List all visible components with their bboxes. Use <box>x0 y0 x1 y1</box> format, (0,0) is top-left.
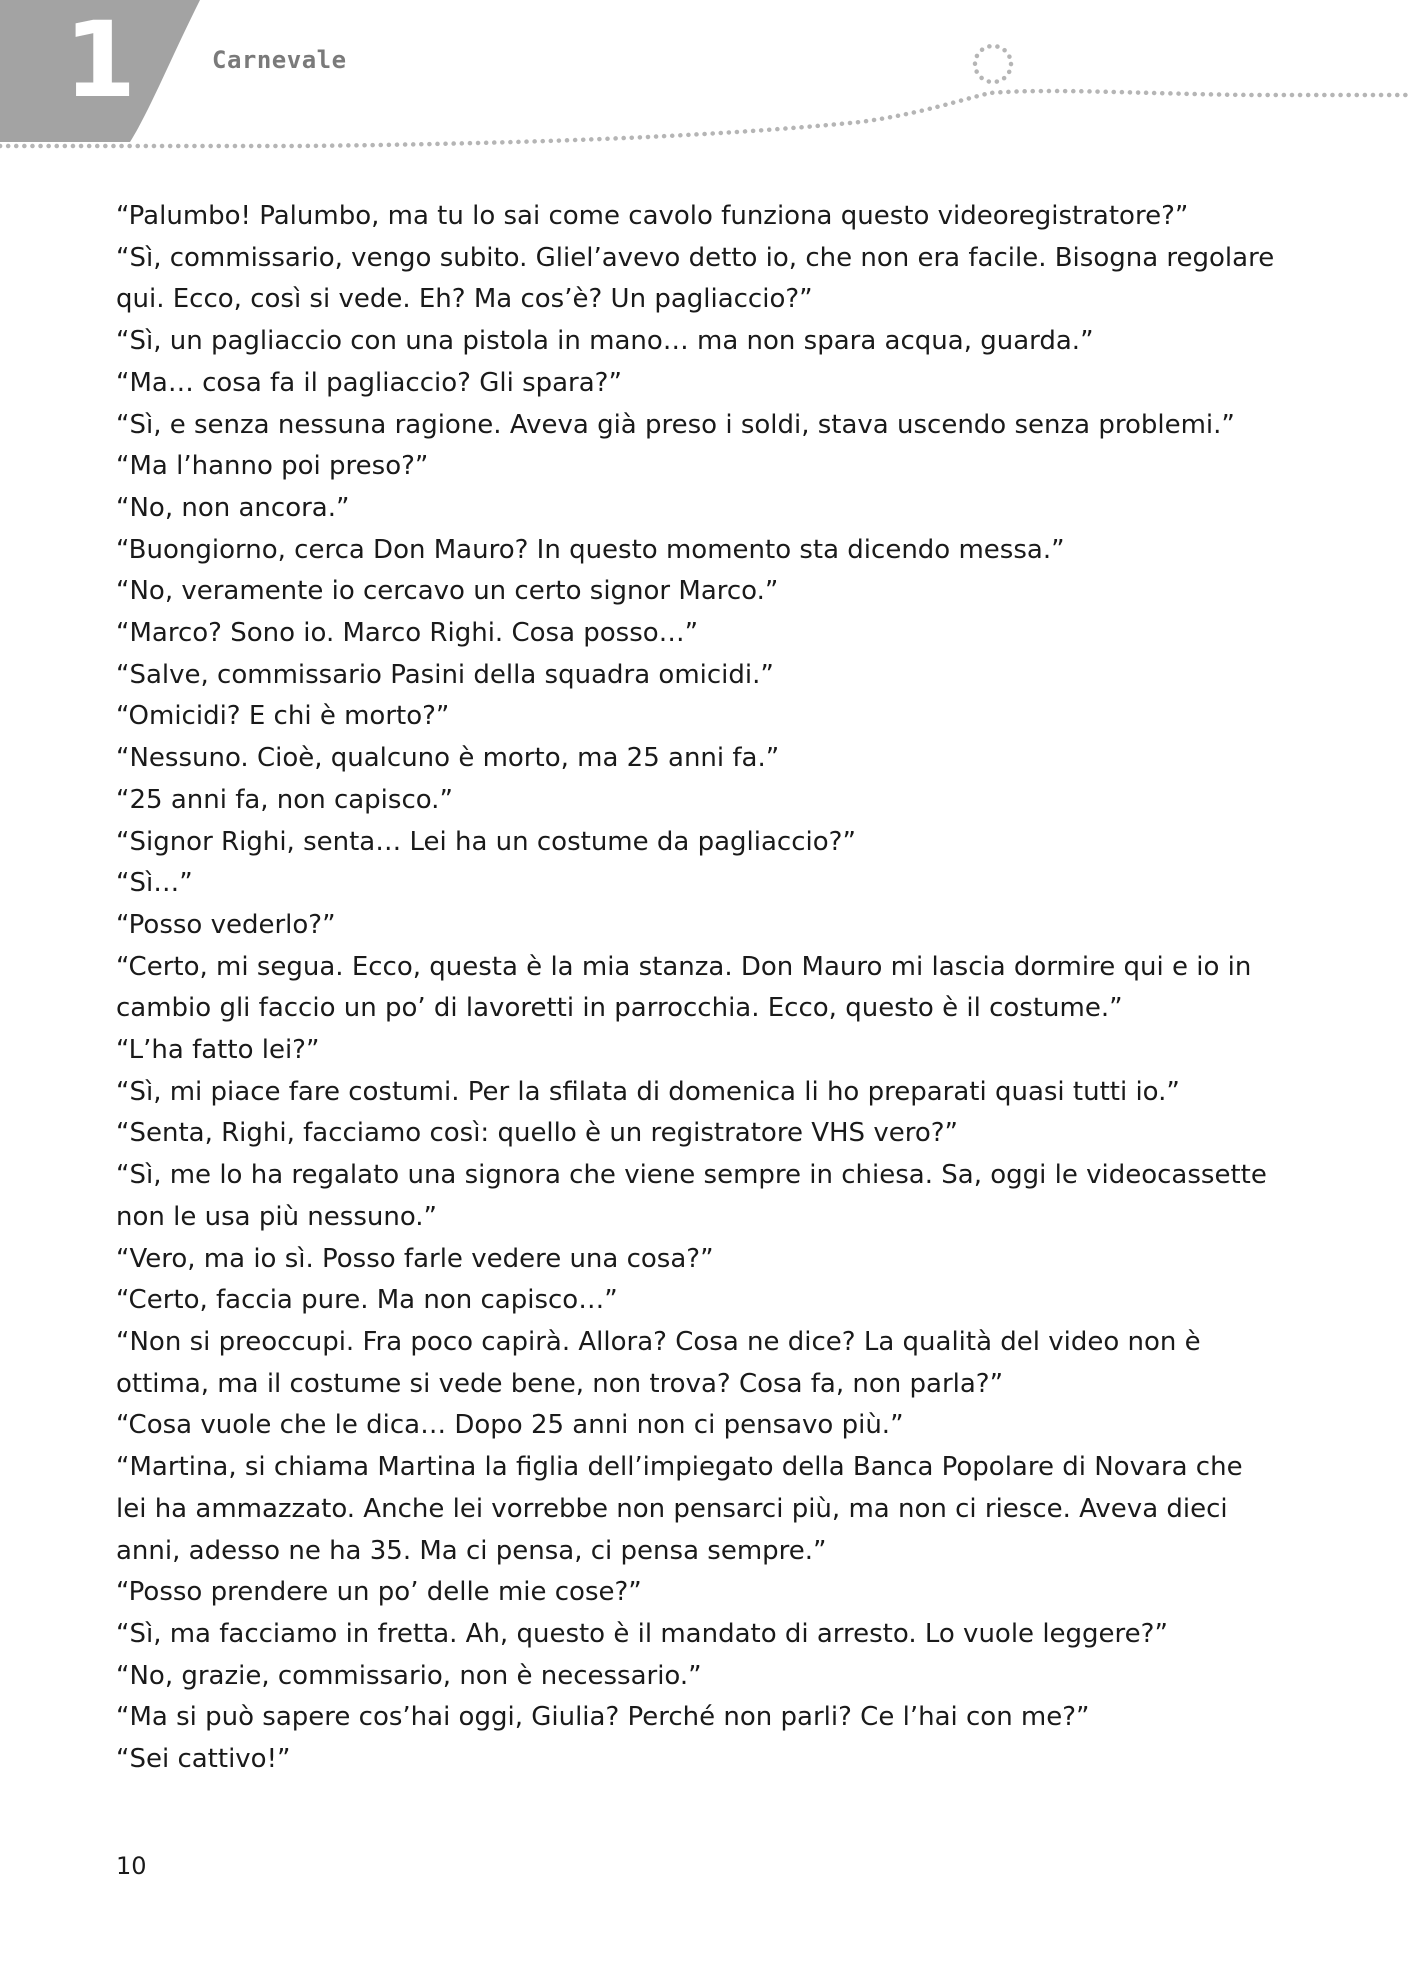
paragraph: “Sì…” <box>116 868 193 899</box>
paragraph: “Salve, commissario Pasini della squadra omicidi.” <box>116 659 774 690</box>
paragraph: “Certo, faccia pure. Ma non capisco…” <box>116 1285 618 1316</box>
paragraph: “Sì, mi piace fare costumi. Per la sfilata di domenica li ho preparati quasi tutti io.” <box>116 1076 1180 1107</box>
paragraph: “Cosa vuole che le dica… Dopo 25 anni non ci pensavo più.” <box>116 1410 904 1441</box>
paragraph: “Non si preoccupi. Fra poco capirà. Allora? Cosa ne dice? La qualità del video non è ottima, ma il costume si vede bene, non trova? Cosa fa, non parla?” <box>116 1326 1201 1399</box>
paragraph: “Ma… cosa fa il pagliaccio? Gli spara?” <box>116 367 622 398</box>
paragraph: “Sì, me lo ha regalato una signora che viene sempre in chiesa. Sa, oggi le videocassette non le usa più nessuno.” <box>116 1160 1267 1232</box>
paragraph: “Martina, si chiama Martina la figlia dell’impiegato della Banca Popolare di Novara che lei ha ammazzato. Anche lei vorrebbe non pensarci più, ma non ci riesce. Aveva dieci anni, adesso ne ha 35. Ma ci pensa, ci pensa sempre.” <box>116 1452 1243 1566</box>
paragraph: “Signor Righi, senta… Lei ha un costume da pagliaccio?” <box>116 826 856 857</box>
paragraph: “Ma l’hanno poi preso?” <box>116 451 429 482</box>
paragraph: “Senta, Righi, facciamo così: quello è un registratore VHS vero?” <box>116 1118 959 1149</box>
paragraph: “Sì, e senza nessuna ragione. Aveva già preso i soldi, stava uscendo senza problemi.” <box>116 409 1235 440</box>
dotted-wave-line <box>0 91 1413 146</box>
paragraph: “Ma si può sapere cos’hai oggi, Giulia? Perché non parli? Ce l’hai con me?” <box>116 1702 1090 1733</box>
dotted-circle-ornament <box>975 46 1011 82</box>
paragraph: “No, veramente io cercavo un certo signor Marco.” <box>116 576 779 607</box>
header-decoration <box>0 0 1413 160</box>
paragraph: “Omicidi? E chi è morto?” <box>116 701 450 732</box>
paragraph: “No, grazie, commissario, non è necessario.” <box>116 1660 702 1691</box>
paragraph: “Posso prendere un po’ delle mie cose?” <box>116 1577 642 1608</box>
dialogue-text <box>116 196 1276 1781</box>
paragraph: “Certo, mi segua. Ecco, questa è la mia stanza. Don Mauro mi lascia dormire qui e io in cambio gli faccio un po’ di lavoretti in parrocchia. Ecco, questo è il costume.” <box>116 951 1252 1024</box>
paragraph: “Buongiorno, cerca Don Mauro? In questo momento sta dicendo messa.” <box>116 534 1065 565</box>
paragraph: “Sì, commissario, vengo subito. Gliel’avevo detto io, che non era facile. Bisogna regolare qui. Ecco, così si vede. Eh? Ma cos’è? Un pagliaccio?” <box>116 242 1275 315</box>
paragraph: “Marco? Sono io. Marco Righi. Cosa posso…” <box>116 618 699 649</box>
paragraph: “No, non ancora.” <box>116 492 350 523</box>
chapter-number: 1 <box>63 0 137 121</box>
page-number: 10 <box>116 1852 147 1880</box>
paragraph: “Palumbo! Palumbo, ma tu lo sai come cavolo funziona questo videoregistratore?” <box>116 201 1189 231</box>
paragraph: “Sì, ma facciamo in fretta. Ah, questo è il mandato di arresto. Lo vuole leggere?” <box>116 1618 1168 1649</box>
paragraph: “Sei cattivo!” <box>116 1744 291 1775</box>
chapter-title: Carnevale <box>212 46 347 74</box>
paragraph: “Vero, ma io sì. Posso farle vedere una cosa?” <box>116 1243 714 1274</box>
paragraph: “L’ha fatto lei?” <box>116 1035 320 1066</box>
paragraph: “25 anni fa, non capisco.” <box>116 784 453 815</box>
paragraph: “Nessuno. Cioè, qualcuno è morto, ma 25 anni fa.” <box>116 743 780 774</box>
paragraph: “Posso vederlo?” <box>116 909 336 940</box>
paragraph: “Sì, un pagliaccio con una pistola in mano… ma non spara acqua, guarda.” <box>116 326 1094 357</box>
